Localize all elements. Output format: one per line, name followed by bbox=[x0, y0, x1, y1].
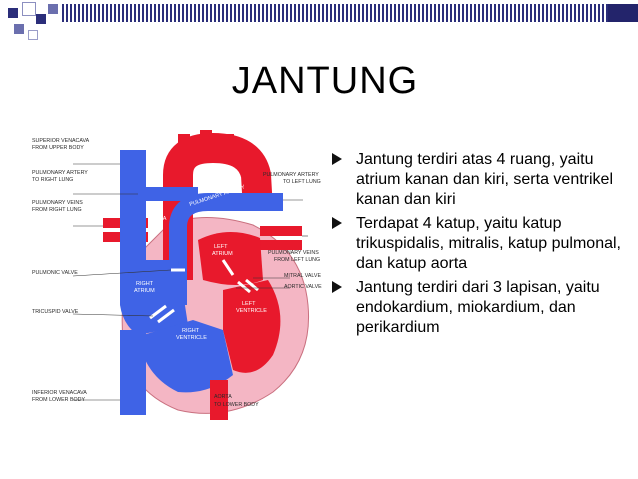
superior-vena-cava bbox=[120, 150, 146, 270]
label-pv-right-2: FROM RIGHT LUNG bbox=[32, 207, 82, 213]
label-pa-left-2: TO LEFT LUNG bbox=[283, 179, 321, 185]
label-right-atrium-1: RIGHT bbox=[136, 281, 154, 287]
label-mitral-valve: MITRAL VALVE bbox=[284, 273, 321, 279]
decor-square bbox=[14, 24, 24, 34]
label-pv-left-1: PULMONARY VEINS bbox=[268, 250, 319, 256]
label-left-atrium-1: LEFT bbox=[214, 244, 228, 250]
label-tricuspid-valve: TRICUSPID VALVE bbox=[32, 309, 79, 315]
pulmonary-vein bbox=[260, 240, 302, 250]
label-pa-left-1: PULMONARY ARTERY bbox=[263, 172, 319, 178]
label-right-ventricle-1: RIGHT bbox=[182, 328, 200, 334]
decor-square bbox=[36, 14, 46, 24]
label-svc-1: SUPERIOR VENACAVA bbox=[32, 138, 90, 144]
label-pa-right-2: TO RIGHT LUNG bbox=[32, 177, 74, 183]
label-right-atrium-2: ATRIUM bbox=[134, 288, 155, 294]
left-atrium bbox=[198, 232, 263, 285]
label-aorta-1: AORTA bbox=[214, 394, 232, 400]
slide-title: JANTUNG bbox=[231, 60, 419, 102]
label-pa-right-1: PULMONARY ARTERY bbox=[32, 170, 88, 176]
decor-solid-bar bbox=[608, 4, 638, 22]
label-left-atrium-2: ATRIUM bbox=[212, 251, 233, 257]
descending-aorta bbox=[210, 380, 228, 420]
label-pulmonary-artery-inner: PULMONARY ARTERY bbox=[188, 184, 246, 208]
pulmonary-vein bbox=[260, 226, 302, 236]
bullet-text: Jantung terdiri dari 3 lapisan, yaitu endokardium, miokardium, dan perikardium bbox=[356, 279, 600, 336]
aorta-branch bbox=[222, 134, 234, 154]
decor-square bbox=[22, 2, 36, 16]
bullet-text: Jantung terdiri atas 4 ruang, yaitu atrium kanan dan kiri, serta ventrikel kanan dan kiri bbox=[356, 151, 613, 208]
decor-stripe-bar bbox=[62, 4, 638, 22]
bullet-item bbox=[330, 214, 630, 274]
label-pv-right-1: PULMONARY VEINS bbox=[32, 200, 83, 206]
label-svc-2: FROM UPPER BODY bbox=[32, 145, 84, 151]
decor-square bbox=[8, 8, 18, 18]
label-aorta-inner: AORTA bbox=[148, 216, 167, 222]
label-aorta-2: TO LOWER BODY bbox=[214, 402, 259, 408]
aorta-branch bbox=[200, 130, 212, 152]
label-aortic-valve: AORTIC VALVE bbox=[284, 284, 322, 290]
label-ivc-1: INFERIOR VENACAVA bbox=[32, 390, 87, 396]
bullet-arrow-icon bbox=[332, 281, 342, 293]
label-pv-left-2: FROM LEFT LUNG bbox=[274, 257, 321, 263]
heart-diagram bbox=[28, 130, 338, 420]
bullet-arrow-icon bbox=[332, 217, 342, 229]
top-decoration bbox=[0, 0, 638, 48]
decor-square bbox=[48, 4, 58, 14]
label-left-ventricle-1: LEFT bbox=[242, 301, 256, 307]
inferior-vena-cava bbox=[120, 330, 146, 415]
bullet-text: Terdapat 4 katup, yaitu katup trikuspidalis, mitralis, katup pulmonal, dan katup aorta bbox=[356, 215, 621, 272]
label-left-ventricle-2: VENTRICLE bbox=[236, 308, 267, 314]
label-right-ventricle-2: VENTRICLE bbox=[176, 335, 207, 341]
bullet-item bbox=[330, 278, 630, 338]
bullet-item bbox=[330, 150, 630, 210]
aorta-branch bbox=[178, 134, 190, 154]
bullet-arrow-icon bbox=[332, 153, 342, 165]
decor-square bbox=[28, 30, 38, 40]
label-ivc-2: FROM LOWER BODY bbox=[32, 397, 85, 403]
bullet-list bbox=[330, 150, 630, 342]
label-pulmonic-valve: PULMONIC VALVE bbox=[32, 270, 78, 276]
